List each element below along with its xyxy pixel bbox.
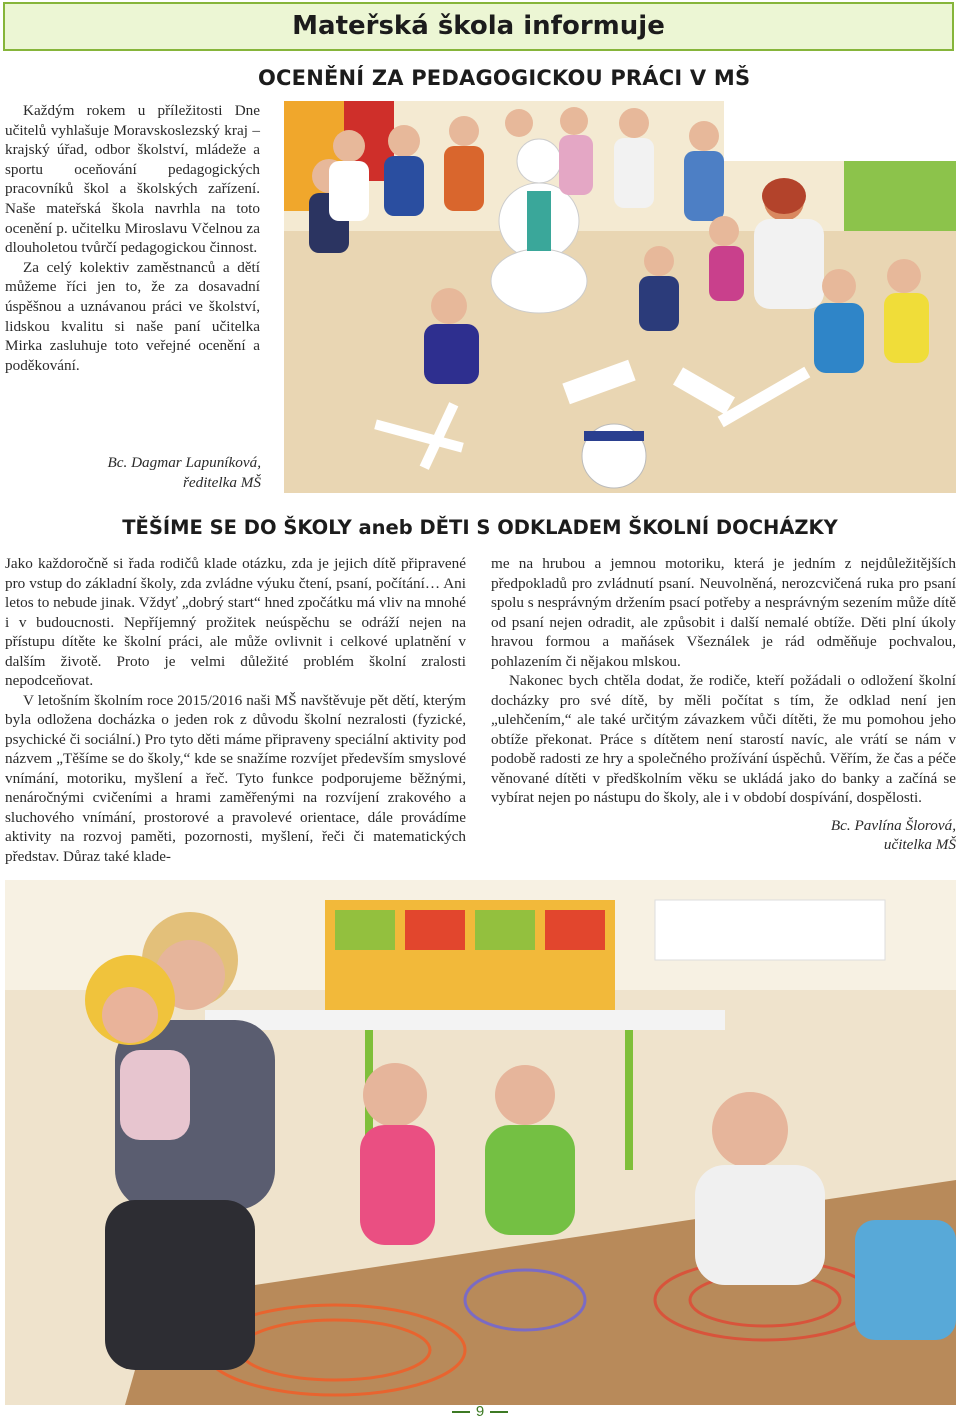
signature-name: Bc. Pavlína Šlorová, bbox=[830, 816, 956, 834]
page-number-dash-left bbox=[452, 1411, 470, 1413]
section2-signature bbox=[491, 816, 956, 855]
section2-col1-paragraph-1: Jako každoročně si řada rodičů klade otázku, zda je jejich dítě připravené pro vstup do základní školy, zda zvládne výuku čtení, psaní, počítání… Ani letos to nebude jinak. Vždyť „dobrý start“ hned zpočátku má vliv na mnohé i v budoucnosti. Nepříjemný prožitek neúspěchu se odráží nejen na přístupu dítěte ke školní práci, ale může ovlivnit i celkové uplatnění v dalším životě. Proto je velmi důležité problém školní zralosti nepodceňovat. bbox=[5, 555, 466, 689]
photo-children-with-snowmen bbox=[284, 101, 956, 493]
photo-teacher-with-puppet-and-children-illustration bbox=[5, 880, 956, 1405]
signature-role: učitelka MŠ bbox=[883, 836, 956, 853]
section2-title: TĚŠÍME SE DO ŠKOLY aneb DĚTI S ODKLADEM ŠKOLNÍ DOCHÁZKY bbox=[122, 516, 838, 539]
page-number-value: 9 bbox=[475, 1403, 485, 1420]
page-header-title: Mateřská škola informuje bbox=[292, 11, 665, 41]
photo-teacher-with-puppet-and-children bbox=[5, 880, 956, 1405]
section1-signature bbox=[40, 453, 261, 493]
section2-col2-paragraph-2: Nakonec bych chtěla dodat, že rodiče, kteří požádali o odložení školní docházky pro své dítě, by měli počítat s tím, že odklad není jen „ulehčením,“ ale také určitým závazkem vůči dítěti, že mu pomohou jeho obtíže překonat. Práce s dítětem není starostí navíc, ale vrátí se nám v podobě radosti ze hry a společného prožívání úspěchů. Věřím, že čas a péče věnované dítěti v předškolním věku se ukládá jako do banky a začíná se vybírat nejen po nástupu do školy, ale i v období dospívání, dospělosti. bbox=[491, 672, 956, 806]
section1-paragraph-1: Každým rokem u příležitosti Dne učitelů vyhlašuje Moravskoslezský kraj – krajský úřad, odbor školství, mládeže a sportu oceňování pedagogických pracovníků škol a školských zařízení. Naše mateřská škola navrhla na toto ocenění p. učitelku Miroslavu Včelnou za dlouholetou tvůrčí pedagogickou činnost. bbox=[5, 102, 260, 257]
page-number-dash-right bbox=[490, 1411, 508, 1413]
section2-col1-paragraph-2: V letošním školním roce 2015/2016 naši MŠ navštěvuje pět dětí, kterým byla odložena docházka o jeden rok z důvodu školní nezralosti (fyzické, psychické či sociální.) Pro tyto děti máme připraveny speciální aktivity pod názvem „Těšíme se do školy,“ kde se snažíme rozvíjet především smyslové vnímání, motoriku, myšlení a řeč. Tyto funkce podporujeme běžnými, nenáročnými cvičeními a hrami zaměřenými na rozvíjení zrakového a sluchového vnímání, prostorové a pravolevé orientace, dále provádíme aktivity na rozvoj paměti, pozornosti, myšlení, řeči či matematických představ. Důraz také klade- bbox=[5, 691, 466, 865]
section1-text bbox=[5, 101, 260, 375]
page-number bbox=[0, 1403, 960, 1420]
section2-column-2 bbox=[491, 554, 956, 855]
section2-column-1 bbox=[5, 554, 466, 866]
page-header bbox=[3, 2, 954, 51]
section1-paragraph-2: Za celý kolektiv zaměstnanců a dětí můžeme říci jen to, že za dosavadní úspěšnou a uznávanou práci ve školství, lidskou kvalitu si naše paní učitelka Mirka zasluhuje toto veřejné ocenění a poděkování. bbox=[5, 258, 260, 374]
section1-title: OCENĚNÍ ZA PEDAGOGICKOU PRÁCI V MŠ bbox=[258, 66, 751, 90]
signature-name: Bc. Dagmar Lapuníková, bbox=[107, 454, 261, 471]
signature-role: ředitelka MŠ bbox=[182, 474, 261, 491]
section2-col2-paragraph-1: me na hrubou a jemnou motoriku, která je jedním z nejdůležitějších předpokladů pro zvládnutí psaní. Neuvolněná, nerozcvičená ruka pro psaní spolu s nesprávným držením psací potřeby a nesprávným sezením může dítě od psaní nejen odradit, ale způsobit i další nemalé obtíže. Děti plní úkoly hravou formou a maňásek Všeználek je rád odměňuje pochvalou, pohlazením či nějakou mlskou. bbox=[491, 555, 956, 670]
photo-children-with-snowmen-illustration bbox=[284, 101, 956, 493]
